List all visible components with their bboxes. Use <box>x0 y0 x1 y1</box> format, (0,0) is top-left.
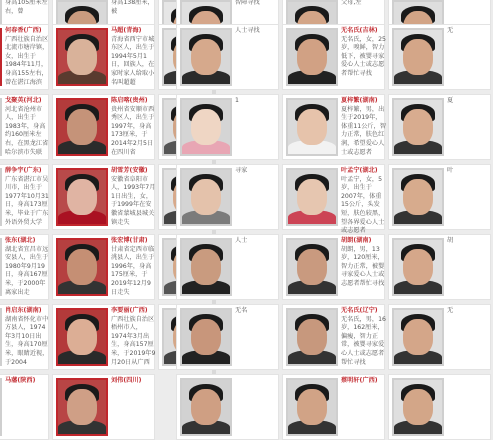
photo-face <box>297 179 327 215</box>
photo-face <box>67 249 97 285</box>
missing-person-card[interactable] <box>388 94 491 160</box>
person-name-link[interactable]: 张东(湖北) <box>5 237 36 244</box>
person-description: 贵州省安顺市西秀区人，出生于1997年，身高173厘米，于2014年2月5日在四川省 <box>111 105 155 156</box>
card-text <box>111 27 157 87</box>
person-name-link[interactable]: 马超(青海) <box>111 27 142 34</box>
person-description: 无名氏，女，25岁，嗅鲜，智力低下，被婴寻家爱心人士或志愿者帮忙寻找 <box>341 35 386 77</box>
photo-face <box>191 249 221 285</box>
photo-face <box>403 109 433 145</box>
photo-face <box>191 389 221 425</box>
person-description: 安徽省阜阳市人，1993年7月1日出生，女，于1999年在安徽省蒙城县城关镇走失 <box>111 175 156 226</box>
photo-face <box>191 109 221 145</box>
card-text <box>447 307 493 316</box>
person-name-link[interactable]: 胡朗(湖南) <box>341 237 372 244</box>
photo-face <box>297 109 327 145</box>
photo-face <box>67 109 97 145</box>
card-text <box>111 167 157 227</box>
missing-person-card[interactable] <box>282 94 385 160</box>
person-photo[interactable] <box>0 308 2 366</box>
photo-face <box>191 179 221 215</box>
missing-person-card[interactable] <box>176 374 279 440</box>
card-text <box>235 167 281 176</box>
card-text <box>5 377 51 386</box>
missing-person-card[interactable] <box>52 24 155 90</box>
missing-person-card[interactable] <box>0 234 49 300</box>
person-description: 无名氏，男，16岁，162厘米，偏瘦，智力正常，被婴寻家爱心人士或志愿者帮忙寻找 <box>341 315 386 366</box>
card-text <box>341 97 387 157</box>
card-text <box>5 0 51 16</box>
missing-person-card[interactable] <box>0 304 49 370</box>
card-text <box>5 237 51 297</box>
missing-person-card[interactable] <box>388 164 491 230</box>
card-text <box>5 167 51 227</box>
person-photo[interactable] <box>56 238 108 296</box>
missing-person-card[interactable] <box>52 94 155 160</box>
person-photo[interactable] <box>286 168 338 226</box>
card-text <box>341 377 387 386</box>
missing-person-card[interactable] <box>388 374 491 440</box>
person-description: 身高138厘米，被 <box>111 0 154 15</box>
person-photo[interactable] <box>286 98 338 156</box>
person-photo[interactable] <box>286 308 338 366</box>
photo-face <box>67 39 97 75</box>
person-description: 寻家 <box>235 167 248 174</box>
card-text <box>447 167 493 176</box>
person-name-link[interactable]: 戈聚英(河北) <box>5 97 42 104</box>
missing-person-card[interactable] <box>388 234 491 300</box>
person-description: 父母,左 <box>341 0 362 6</box>
person-photo[interactable] <box>56 28 108 86</box>
photo-face <box>297 249 327 285</box>
person-name-link[interactable]: 肖启东(湖南) <box>5 307 42 314</box>
person-name-link[interactable]: 马藩(陕西) <box>5 377 36 384</box>
person-description: 河北省沧州市人，出生于1983年，身高约160厘米左右，在黑龙江省哈尔滨市失联 <box>5 105 49 156</box>
card-text <box>235 237 281 246</box>
person-description: 无 <box>447 27 454 34</box>
photo-face <box>67 319 97 355</box>
person-description: 广西壮族自治区梧州市人，1974年3月出生，身高157厘米，于2019年9月20日从广西 <box>111 315 156 366</box>
missing-person-card[interactable] <box>282 374 385 440</box>
person-description: 身高105厘米左右，曾 <box>5 0 48 15</box>
person-name-link[interactable]: 胡雪芳(安徽) <box>111 167 148 174</box>
missing-person-card[interactable] <box>0 164 49 230</box>
missing-person-card[interactable] <box>52 234 155 300</box>
card-text <box>235 97 281 106</box>
person-description: 无 <box>447 307 454 314</box>
photo-face <box>297 319 327 355</box>
missing-person-card[interactable] <box>176 304 279 370</box>
person-photo[interactable] <box>0 238 2 296</box>
person-description: 甘肃省定西市临洮县人，出生于1996年，身高175厘米，于2019年12月9日走失 <box>111 245 155 296</box>
missing-person-card[interactable] <box>176 94 279 160</box>
card-text <box>341 237 387 289</box>
card-text <box>5 27 51 87</box>
missing-person-card[interactable] <box>388 24 491 90</box>
photo-face <box>67 179 97 215</box>
right-column <box>216 0 454 400</box>
person-description: 夏梓繁，男，出生于2019年，体重11公斤，智力正常，肤色红润，希望爱心人士或志愿者 <box>341 105 386 156</box>
person-photo[interactable] <box>180 98 232 156</box>
card-text <box>235 27 281 36</box>
card-text <box>235 0 281 8</box>
person-photo[interactable] <box>392 98 444 156</box>
missing-person-card[interactable] <box>282 234 385 300</box>
person-photo[interactable] <box>56 378 108 436</box>
person-name-link[interactable]: 叶孟宁(湖北) <box>341 167 378 174</box>
person-photo[interactable] <box>56 98 108 156</box>
missing-person-card[interactable] <box>282 24 385 90</box>
person-description: 人士 <box>235 237 248 244</box>
card-text <box>341 0 387 8</box>
missing-person-card[interactable] <box>176 234 279 300</box>
missing-person-card[interactable] <box>388 304 491 370</box>
card-text <box>235 307 281 316</box>
missing-person-card[interactable] <box>52 374 155 440</box>
photo-face <box>403 389 433 425</box>
card-text <box>447 237 493 246</box>
missing-person-card[interactable] <box>0 24 49 90</box>
person-photo[interactable] <box>0 98 2 156</box>
person-description: 1 <box>235 97 239 104</box>
card-text <box>5 97 51 157</box>
person-photo[interactable] <box>286 238 338 296</box>
person-photo[interactable] <box>392 308 444 366</box>
card-text <box>341 167 387 236</box>
person-description: 叶 <box>447 167 454 174</box>
person-photo[interactable] <box>56 168 108 226</box>
missing-person-card[interactable] <box>0 374 49 440</box>
person-photo[interactable] <box>180 308 232 366</box>
photo-face <box>403 319 433 355</box>
photo-face <box>297 389 327 425</box>
card-text <box>111 97 157 157</box>
photo-face <box>403 249 433 285</box>
missing-person-card[interactable] <box>176 164 279 230</box>
person-photo[interactable] <box>180 238 232 296</box>
person-description: 叶孟宁，女，5岁，出生于2007年，体重15公斤，头发短，肤色较黑，望各界爱心人士或志愿者 <box>341 175 385 235</box>
person-description: 智障寻找 <box>235 0 260 6</box>
person-name-link[interactable]: 陈启喀(贵州) <box>111 97 148 104</box>
person-photo[interactable] <box>392 28 444 86</box>
person-description: 青海省西宁市城东区人，出生于1994年5月1日，回族人，在家时家人给取小名叫超超 <box>111 35 155 86</box>
person-name-link[interactable]: 无名氏(吉林) <box>341 27 378 34</box>
person-name-link[interactable]: 蔡明轩(广西) <box>341 377 378 384</box>
card-text <box>111 237 157 297</box>
card-text <box>111 377 157 386</box>
photo-face <box>67 389 97 425</box>
person-photo[interactable] <box>0 28 2 86</box>
person-description: 胡朗，男，13岁，120厘米，智力正常，被婴寻家爱心人士或志愿者帮忙寻找 <box>341 245 385 287</box>
person-description: 广西壮族自治区北流市塘岸镇，女，出生于1984年11月，身高155左右，曾在湛江海滨 <box>5 35 49 86</box>
person-photo[interactable] <box>392 238 444 296</box>
person-photo[interactable] <box>286 28 338 86</box>
person-description: 人士寻找 <box>235 27 260 34</box>
photo-face <box>403 39 433 75</box>
card-text <box>341 27 387 79</box>
person-photo[interactable] <box>180 168 232 226</box>
card-text <box>111 307 157 367</box>
person-photo[interactable] <box>0 378 2 436</box>
card-text <box>111 0 157 16</box>
person-description: 胡 <box>447 237 454 244</box>
missing-person-card[interactable] <box>52 164 155 230</box>
person-description: 湖南省怀化市中方县人，1974年3月10日出生，身高170厘米，眼睛近视，于2004 <box>5 315 49 366</box>
missing-person-card[interactable] <box>176 24 279 90</box>
person-name-link[interactable]: 刘伟(四川) <box>111 377 142 384</box>
card-text <box>447 27 493 36</box>
card-text <box>447 97 493 106</box>
person-photo[interactable] <box>392 378 444 436</box>
photo-face <box>191 39 221 75</box>
person-name-link[interactable]: 无名氏(辽宁) <box>341 307 378 314</box>
missing-person-card[interactable] <box>282 304 385 370</box>
missing-person-card[interactable] <box>282 164 385 235</box>
person-name-link[interactable]: 张宏博(甘肃) <box>111 237 148 244</box>
person-description: 无名 <box>235 307 248 314</box>
photo-face <box>191 319 221 355</box>
missing-person-card[interactable] <box>0 94 49 160</box>
person-name-link[interactable]: 薛争宇(广东) <box>5 167 42 174</box>
person-photo[interactable] <box>0 168 2 226</box>
person-name-link[interactable]: 何春香(广西) <box>5 27 42 34</box>
person-name-link[interactable]: 李要丽(广西) <box>111 307 148 314</box>
photo-face <box>403 179 433 215</box>
person-description: 夏 <box>447 97 454 104</box>
person-name-link[interactable]: 夏梓繁(湖南) <box>341 97 378 104</box>
photo-face <box>297 39 327 75</box>
person-photo[interactable] <box>180 378 232 436</box>
person-photo[interactable] <box>392 168 444 226</box>
person-description: 湖北省宜昌市远安县人，出生于1980年9月19日，身高167厘米，于2000年离家出走 <box>5 245 49 296</box>
card-text <box>5 307 51 367</box>
card-text <box>341 307 387 367</box>
person-photo[interactable] <box>56 308 108 366</box>
person-photo[interactable] <box>286 378 338 436</box>
missing-person-card[interactable] <box>52 304 155 370</box>
person-description: 广东省湛江市吴川市，出生于1977年10月31日，身高173厘米，毕业于广东外语外贸大学 <box>5 175 49 226</box>
person-photo[interactable] <box>180 28 232 86</box>
